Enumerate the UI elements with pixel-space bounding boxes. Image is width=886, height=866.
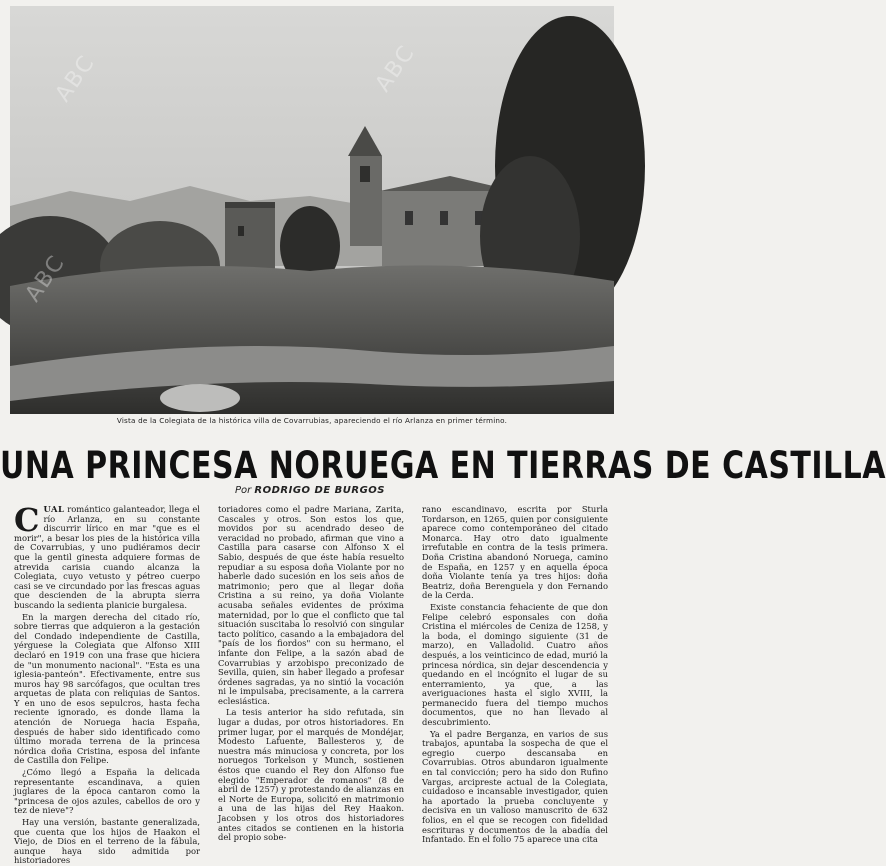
paragraph: toriadores como el padre Mariana, Zarita, Cascales y otros. Son estos los que, movidos por su acendrado deseo de veracidad no probado, afirman que vino a Castilla para casarse con Alfonso X el Sabio, después de que éste había resuelto repudiar a su esposa doña Violante por no haberle dado sucesión en los seis años de matrimonio; pero que al llegar doña Cristina a su reino, ya doña Violante acusaba señales evidentes de próxima maternidad, por lo que el conflicto que tal situación suscitaba lo resolvió con singular tacto político, casando a la embajadora del "país de los fiordos" con su hermano, el infante don Felipe, a la sazón abad de Covarrubias y arzobispo preconizado de Sevilla, quien, sin haber llegado a profesar órdenes sagradas, ya no sintió la vocación ni le impulsaba, precisamente, a la carrera eclesiástica.: [218, 504, 404, 706]
paragraph: [14, 501, 200, 611]
paragraph: En la margen derecha del citado río, sobre tierras que adquieron a la gestación del Condado independiente de Castilla, yérguese la Colegiata que Alfonso XIII declaró en 1919 con una frase que hiciera de "un monumento nacional". "Esta es una iglesia-panteón". Efectivamente, entre sus muros hay 98 sarcófagos, que ocultan tres arquetas de plata con reliquias de Santos. Y en uno de esos sepulcros, hasta fecha reciente ignorado, es donde llama la atención de Noruega hacia España, después de haber sido identificado como último morada terrena de la princesa nórdica doña Cristina, esposa del infante de Castilla don Felipe.: [14, 611, 200, 766]
paragraph: Existe constancia fehaciente de que don Felipe celebró esponsales con doña Cristina el miércoles de Ceniza de 1258, y la boda, el domingo siguiente (31 de marzo), en Valladolid. Cuatro años después, a los veinticinco de edad, murió la princesa nórdica, sin dejar descendencia y quedando en el incógnito el lugar de su enterramiento, ya que, a las averiguaciones hasta el siglo XVIII, la permanecido fuera del tiempo muchos documentos, que no han llevado al descubrimiento.: [422, 601, 608, 728]
paragraph: Ya el padre Berganza, en varios de sus trabajos, apuntaba la sospecha de que el egregio cuerpo descansaba en Covarrubias. Otros abundaron igualmente en tal convicción; pero ha sido don Rufino Vargas, arcipreste actual de la Colegiata, cuidadoso e incansable investigador, quien ha aportado la prueba concluyente y decisiva en un valioso manuscrito de 632 folios, en el que se recogen con fidelidad escrituras y documentos de la abadía del Infantado. En el folio 75 aparece una cita: [422, 728, 608, 845]
article-column-3: [422, 504, 608, 845]
abc-watermark: ABC: [20, 250, 71, 307]
byline-author: RODRIGO DE BURGOS: [254, 485, 386, 496]
paragraph-text: romántico galanteador, llega el río Arlanza, en su constante discurrir lírico en mar "que es el morir", a besar los pies de la histórica villa de Covarrubias, y uno pudiéramos decir que la gentil ginesta adquiere formas de atrevida carisia cuando alcanza la Colegiata, cuyo vetusto y pétreo cuerpo casi se ve circundado por las frescas aguas que descienden de la abrupta sierra buscando la sedienta planicie burgalesa.: [14, 504, 200, 610]
lead-caps: UAL: [43, 504, 65, 514]
abc-watermark: ABC: [370, 40, 421, 97]
abc-watermark: ABC: [50, 50, 101, 107]
photo-caption: Vista de la Colegiata de la histórica villa de Covarrubias, apareciendo el río Arlanza en primer término.: [116, 416, 508, 425]
byline-prefix: Por: [234, 485, 252, 496]
paragraph: La tesis anterior ha sido refutada, sin lugar a dudas, por otros historiadores. En primer lugar, por el marqués de Mondéjar, Modesto Lafuente, Ballesteros y, de nuestra más minuciosa y concreta, por los noruegos Torkelson y Munch, sostienen éstos que cuando el Rey don Alfonso fue elegido "Emperador de romanos" (8 de abril de 1257) y protestando de alianzas en el Norte de Europa, solicitó en matrimonio a una de las hijas del Rey Haakon. Jacobsen y los otros dos historiadores antes citados se contienen en la historia del propio sobe-: [218, 707, 404, 843]
article-column-1: [14, 501, 200, 866]
paragraph: Hay una versión, bastante generalizada, que cuenta que los hijos de Haakon el Viejo, de Dios en el terreno de la fábula, aunque haya sido admitida por historiadores: [14, 817, 200, 866]
colegiata-landscape-image: [10, 6, 614, 414]
paragraph: rano escandinavo, escrita por Sturla Tordarson, en 1265, quien por consiguiente aparece como contemporáneo del citado Monarca. Hay otro dato igualmente irrefutable en contra de la tesis primera. Doña Cristina abandonó Noruega, camino de España, en 1257 y en aquella época doña Violante tenía ya tres hijos: doña Beatriz, doña Berenguela y don Fernando de la Cerda.: [422, 504, 608, 601]
paragraph: ¿Cómo llegó a España la delicada representante escandinava, a quien juglares de la época cantaron como la "princesa de ojos azules, cabellos de oro y tez de nieve"?: [14, 767, 200, 816]
drop-cap: C: [14, 501, 40, 539]
article-column-2: [218, 504, 404, 843]
colegiata-photo: [10, 6, 614, 414]
article-byline: [0, 485, 620, 496]
article-headline: UNA PRINCESA NORUEGA EN TIERRAS DE CASTILLA: [0, 444, 886, 488]
